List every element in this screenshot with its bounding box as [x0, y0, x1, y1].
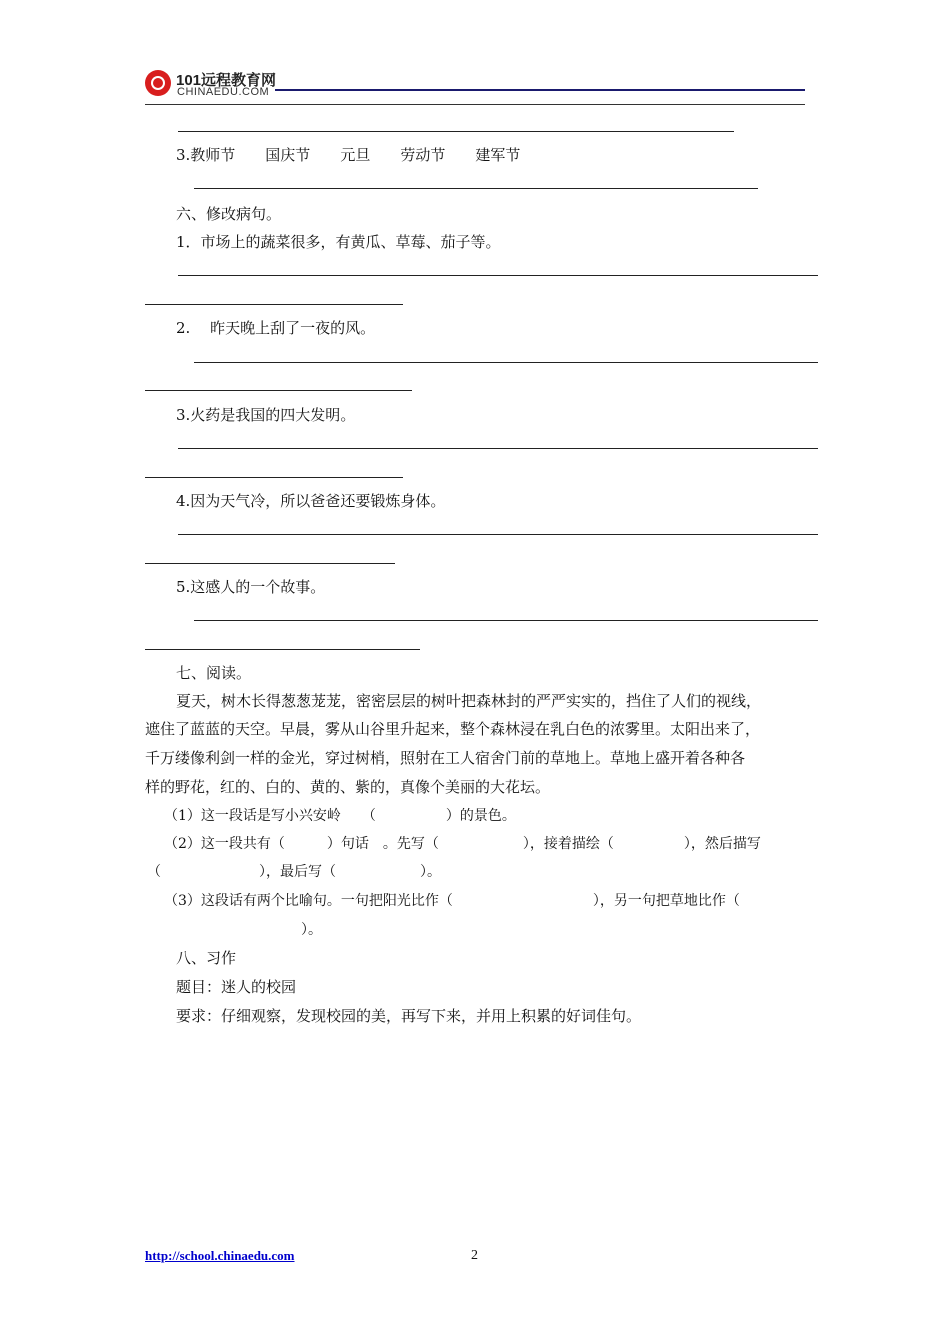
- section-title: 八、习作: [176, 949, 237, 967]
- answer-line: [145, 563, 395, 564]
- passage-line: 遮住了蓝蓝的天空。早晨，雾从山谷里升起来，整个森林浸在乳白色的浓雾里。太阳出来了，: [145, 720, 761, 738]
- section-title: 七、阅读。: [176, 664, 252, 682]
- answer-line: [194, 188, 758, 189]
- answer-line: [145, 390, 412, 391]
- passage-line: 千万缕像利剑一样的金光，穿过树梢，照射在工人宿舍门前的草地上。草地上盛开着各种各: [145, 749, 746, 767]
- answer-line: [145, 477, 403, 478]
- essay-requirement: 要求：仔细观察，发现校园的美，再写下来，并用上积累的好词佳句。: [176, 1007, 642, 1025]
- answer-line: [178, 275, 818, 276]
- page-number: 2: [471, 1248, 478, 1263]
- header-rule-top: [275, 89, 805, 91]
- answer-line: [194, 620, 818, 621]
- sentence-item: 2. 昨天晚上刮了一夜的风。: [176, 319, 376, 337]
- answer-line: [178, 131, 734, 132]
- passage-line: 样的野花，红的、白的、黄的、紫的，真像个美丽的大花坛。: [145, 778, 551, 796]
- logo-icon-center: [153, 78, 163, 88]
- answer-line: [194, 362, 818, 363]
- answer-line: [145, 304, 403, 305]
- passage-line: 夏天，树木长得葱葱茏茏，密密层层的树叶把森林封的严严实实的，挡住了人们的视线，: [176, 692, 762, 710]
- question-1: （1）这一段话是写小兴安岭 （ ）的景色。: [164, 808, 516, 824]
- brand-name: 101远程教育网: [176, 72, 277, 89]
- sentence-item: 5.这感人的一个故事。: [176, 578, 326, 596]
- question-3-line-1: （3）这段话有两个比喻句。一句把阳光比作（ ），另一句把草地比作（: [164, 893, 740, 909]
- question-3-line-2: ）。: [147, 922, 322, 938]
- question-2-line-2: （ ），最后写（ ）。: [147, 864, 441, 880]
- footer-url-link[interactable]: http://school.chinaedu.com: [145, 1248, 295, 1263]
- holiday-list: 3.教师节 国庆节 元旦 劳动节 建军节: [176, 146, 521, 164]
- sentence-item: 3.火药是我国的四大发明。: [176, 406, 356, 424]
- brand-site: CHINAEDU.COM: [177, 86, 270, 98]
- header-rule-bottom: [145, 104, 805, 105]
- question-2-line-1: （2）这一段共有（ ）句话 。先写（ ），接着描绘（ ），然后描写: [164, 836, 761, 852]
- answer-line: [178, 448, 818, 449]
- answer-line: [178, 534, 818, 535]
- section-title: 六、修改病句。: [176, 205, 282, 223]
- sentence-item: 1．市场上的蔬菜很多，有黄瓜、草莓、茄子等。: [176, 233, 501, 251]
- answer-line: [145, 649, 420, 650]
- sentence-item: 4.因为天气冷，所以爸爸还要锻炼身体。: [176, 492, 446, 510]
- essay-topic: 题目：迷人的校园: [176, 978, 297, 996]
